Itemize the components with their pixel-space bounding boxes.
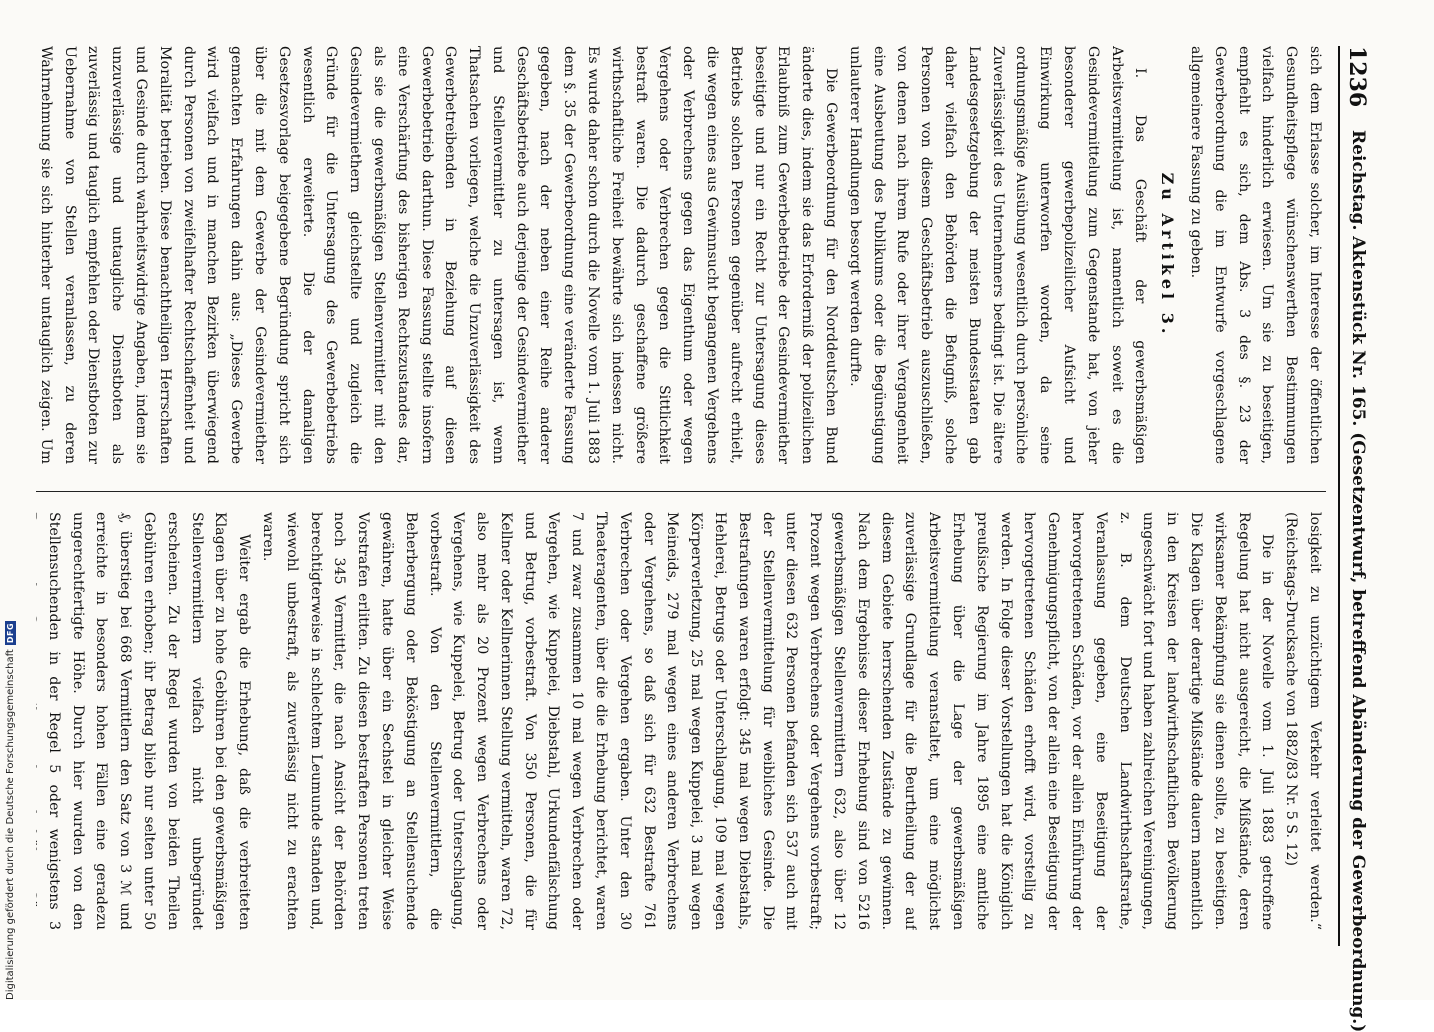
paragraph: Weiter ergab die Erhebung, daß die verbreiteten Klagen über zu hohe Gebühren bei den gewerbsmäßigen Stellenvermittlern vielfach nicht unbegründet erscheinen. Zu der Regel wurden von beiden Theilen Gebühren erhoben; ihr Betrag blieb nur selten unter 50 ₰, überstieg bei 668 Vermittlern den Satz von 3 ℳ und erreichte in besonders hohen Fällen eine geradezu ungerechtfertigte Höhe. Durch hier wurden von den Stellensuchenden in der Regel 5 oder wenigstens 3 [45,512,253,930]
page-header [1338,46,1374,1032]
paragraph: Die Gewerbeordnung für den Norddeutschen Bund änderte dies, indem sie das Erforderniß der polizeilichen Erlaubniß zum Gewerbebetriebe der Gesindevermiether beseitigte und nur ein Recht zur Untersagung dieses Betriebs solchen Personen gegenüber aufrecht erhielt, die wegen eines aus Gewinnsucht begangenen Vergehens oder Verbrechens gegen das Eigenthum oder wegen Vergehens oder Verbrechen gegen die Sittlichkeit bestraft waren. Die dadurch geschaffene größere wirthschaftliche Freiheit bewährte sich indessen nicht. Es wurde daher schon durch die Novelle vom 1. Juli 1883 dem §. 35 der Gewerbeordnung eine veränderte Fassung gegeben, nach der neben einer Reihe anderer Geschäftsbetriebe auch derjenige der Gesindevermiether und Stellenvermittler zu untersagen ist, wenn Thatsachen vorliegen, welche die Unzuverlässigkeit des Gewerbetreibenden in Beziehung auf diesen Gewerbebetrieb darthun. Diese Fassung stellte insofern eine Verschärfung des bisherigen Rechtszustandes dar, als sie die gewerbsmäßigen Stellenvermittler mit den Gesindevermiethern gleichstellte und zugleich die Gründe für die Untersagung des Gewerbebetriebs wesentlich erweiterte. Die der damaligen Gesetzesvorlage beigegebene Begründung spricht sich über die mit dem Gewerbe der Gesindevermiether gemachten Erfahrungen dahin aus: „Dieses Gewerbe wird vielfach und in manchen Bezirken überwiegend durch Personen von zweifelhafter Rechtschaffenheit und Moralität betrieben. Diese benachtheiligen Herrschaften und Gesinde durch wahrheitswidrige Angaben, indem sie unzuverlässige und untaugliche Dienstboten als zuverlässig und tauglich empfehlen oder Dienstboten zur Uebernahme von Stellen veranlassen, zu deren Wahrnehmung sie sich hinterher untauglich zeigen. Um [37,46,840,464]
page-title: Reichstag. Aktenstück Nr. 165. (Gesetzentwurf, betreffend Abänderung der Gewerbeordnung.) [1348,130,1368,1032]
left-column [36,46,1326,464]
section-heading: Zu Artikel 3. [1158,172,1178,338]
page-number: 1236 [1344,46,1370,108]
paragraph: losigkeit zu unzüchtigem Verkehr verleitet werden.“ (Reichstags-Drucksache von 1882/83 Nr. 5 S. 12) [1283,512,1323,930]
credit-text: Digitalisierung gefördert durch die Deutsche Forschungsgemeinschaft [4,649,16,1000]
right-column [36,512,1326,930]
dfg-logo: DFG [5,622,15,644]
paragraph: I. Das Geschäft der gewerbsmäßigen Arbeitsvermittelung ist, namentlich soweit es die Gesindevermittelung zum Gegenstande hat, von jeher besonderer gewerbepolizeilicher Aufsicht und Einwirkung unterworfen worden, da seine ordnungsmäßige Ausübung wesentlich durch persönliche Zuverlässigkeit des Unternehmers bedingt ist. Die ältere Landesgesetzgebung der meisten Bundesstaaten gab daher vielfach den Behörden die Befugniß, solche Personen von diesem Geschäftsbetrieb auszuschließen, von denen nach ihrem Rufe oder ihrer Vergangenheit eine Ausbeutung des Publikums oder die Begünstigung unlauterer Handlungen besorgt werden durfte. [846,46,1149,464]
paragraph: Die in der Novelle vom 1. Juli 1883 getroffene Regelung hat nicht ausgereicht, die Mißstände, deren wirksamer Bekämpfung sie dienen sollte, zu beseitigen. Die Klagen über derartige Mißstände dauern namentlich in den Kreisen der landwirthschaftlichen Bevölkerung ungeschwächt fort und haben zahlreichen Vereinigungen, z. B. dem Deutschen Landwirthschaftsrathe, Veranlassung gegeben, eine Beseitigung der hervorgetretenen Schäden, vor der allein Einführung der Genehmigungspflicht, von der allein eine Beseitigung der hervorgetretenen Schäden erhofft wird, vorstellig zu werden. In Folge dieser Vorstellungen hat die Königlich preußische Regierung im Jahre 1895 eine amtliche Erhebung über die Lage der gewerbsmäßigen Arbeitsvermittelung veranstaltet, um eine möglichst zuverlässige Grundlage für die Beurtheilung der auf diesem Gebiete herrschenden Zustände zu gewinnen. Nach dem Ergebnisse dieser Erhebung sind von 5216 gewerbsmäßigen Stellenvermittlern 632, also über 12 Prozent wegen Verbrechens oder Vergehens vorbestraft; unter diesen 632 Personen befanden sich 537 auch mit der Stellenvermittelung für weibliches Gesinde. Die Bestrafungen waren erfolgt: 345 mal wegen Diebstahls, Hehlerei, Betrugs oder Unterschlagung, 109 mal wegen Körperverletzung, 25 mal wegen Kuppelei, 3 mal wegen Meineids, 279 mal wegen eines anderen Verbrechens oder Vergehens, so daß sich für 632 Bestrafte 761 Verbrechen oder Vergehen ergaben. Unter den 30 Theateragenten, über die die Erhebung berichtet, waren 7 und zwar zusammen 10 mal wegen Verbrechen oder Vergehen, wie Kuppelei, Diebstahl, Urkundenfälschung und Betrug, vorbestraft. Von 350 Personen, die für Kellner oder Kellnerinnen Stellung vermitteln, waren 72, also mehr als 20 Prozent wegen Verbrechens oder Vergehens, wie Kuppelei, Betrug oder Unterschlagung, vorbestraft. Von den Stellenvermittlern, die Beherbergung oder Beköstigung an Stellensuchende gewähren, hatte über ein Sechstel in gleicher Weise Vorstrafen erlitten. Zu diesen bestraften Personen treten noch 345 Vermittler, die nach Ansicht der Behörden berechtigterweise in schlechtem Leumunde standen und, wiewohl unbestraft, als zuverlässig nicht zu erachten waren. [259,512,1276,930]
paragraph: sich dem Erlasse solcher, im Interesse der öffentlichen Gesundheitspflege wünschenswerthen Bestimmungen vielfach hinderlich erwiesen. Um sie zu beseitigen, empfiehlt es sich, dem Abs. 3 des §. 23 der Gewerbeordnung die im Entwurfe vorgeschlagene allgemeinere Fassung zu geben. [1188,46,1323,464]
digitization-credit [2,0,18,1000]
column-divider [36,491,1326,492]
